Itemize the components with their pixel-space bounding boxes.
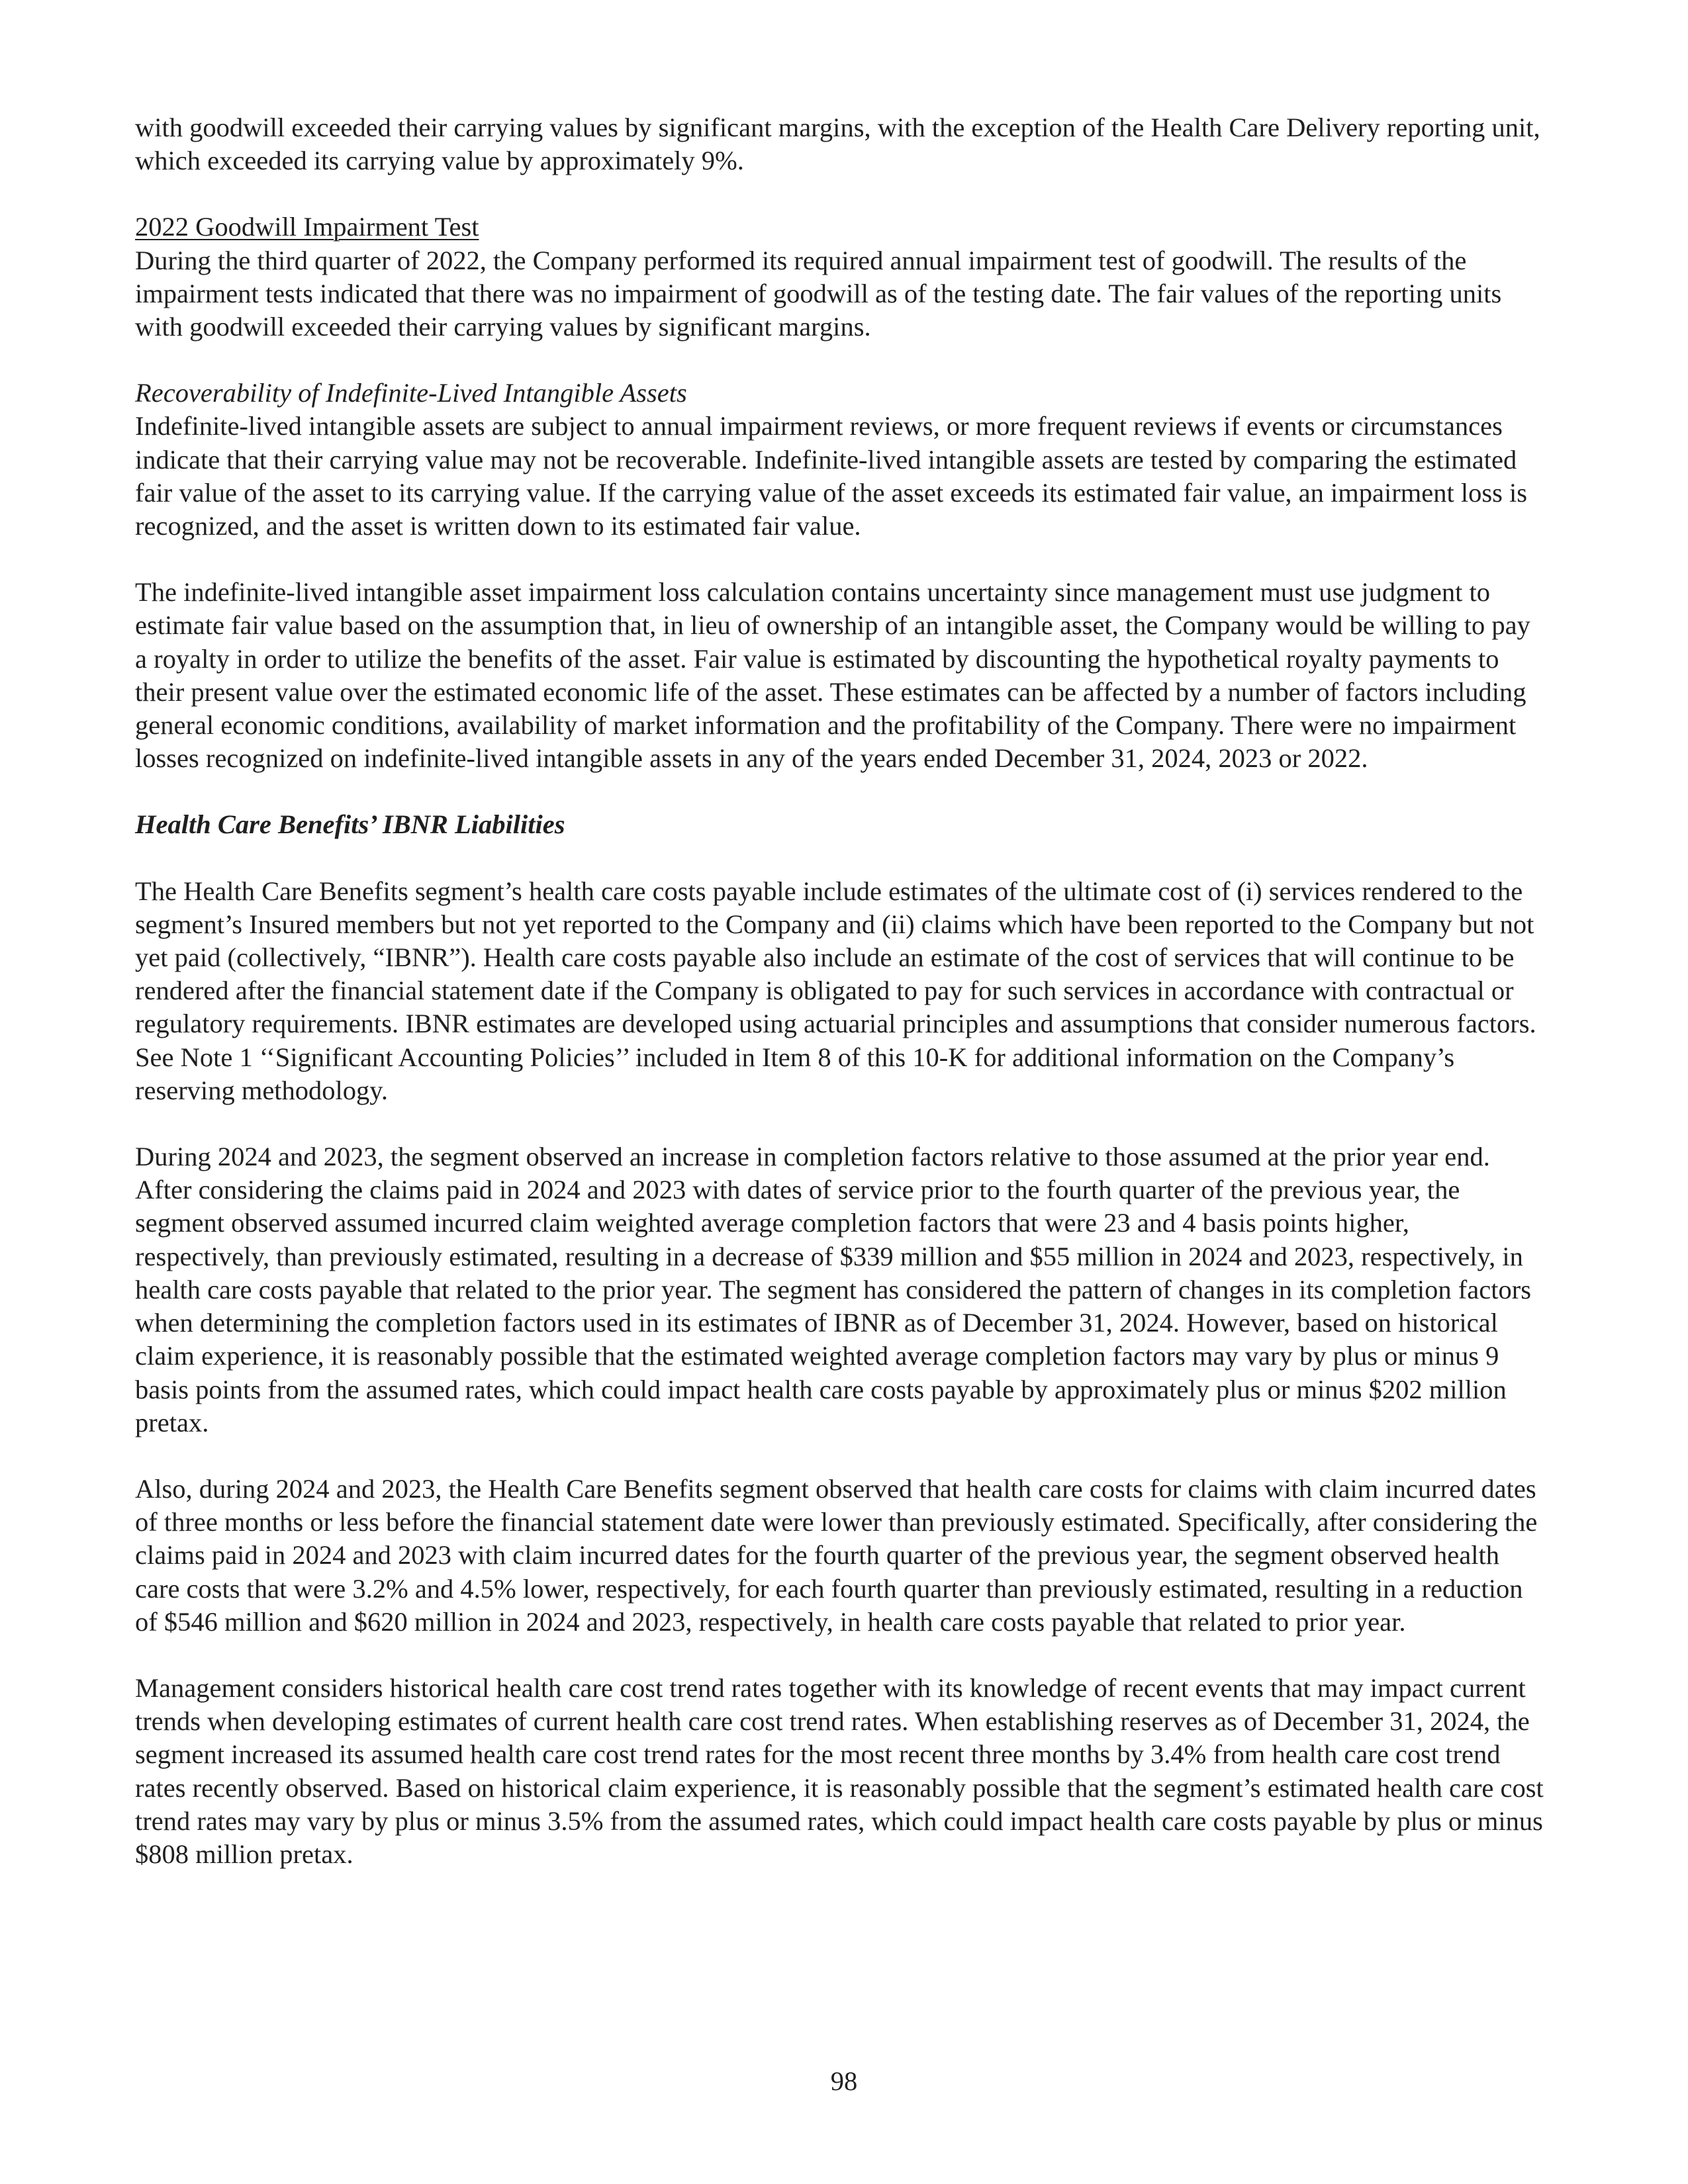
goodwill-2022-section bbox=[135, 210, 1545, 343]
recoverability-paragraph-1: Indefinite-lived intangible assets are subject to annual impairment reviews, or more frequent reviews if events or circumstances indicate that their carrying value may not be recoverable. Indefinite-lived intangible assets are tested by comparing the estimated fair value of the asset to its carrying value. If the carrying value of the asset exceeds its estimated fair value, an impairment loss is recognized, and the asset is written down to its estimated fair value. bbox=[135, 411, 1528, 541]
goodwill-2022-heading: 2022 Goodwill Impairment Test bbox=[135, 212, 479, 242]
ibnr-heading: Health Care Benefits’ IBNR Liabilities bbox=[135, 809, 565, 840]
ibnr-section bbox=[135, 808, 1545, 1871]
intro-paragraph: with goodwill exceeded their carrying values by significant margins, with the exception of the Health Care Delivery reporting unit, which exceeded its carrying value by approximately 9%. bbox=[135, 113, 1540, 176]
ibnr-paragraph-4: Management considers historical health care cost trend rates together with its knowledge of recent events that may impact current trends when developing estimates of current health care cost trend rates. When establishing reserves as of December 31, 2024, the segment increased its assumed health care cost trend rates for the most recent three months by 3.4% from health care cost trend rates recently observed. Based on historical claim experience, it is reasonably possible that the segment’s estimated health care cost trend rates may vary by plus or minus 3.5% from the assumed rates, which could impact health care costs payable by plus or minus $808 million pretax. bbox=[135, 1672, 1544, 1869]
ibnr-paragraph-1: The Health Care Benefits segment’s health care costs payable include estimates of the ultimate cost of (i) services rendered to the segment’s Insured members but not yet reported to the Company and (ii) claims which have been reported to the Company but not yet paid (collectively, “IBNR”). Health care costs payable also include an estimate of the cost of services that will continue to be rendered after the financial statement date if the Company is obligated to pay for such services in accordance with contractual or regulatory requirements. IBNR estimates are developed using actuarial principles and assumptions that consider numerous factors. See Note 1 ‘‘Significant Accounting Policies’’ included in Item 8 of this 10-K for additional information on the Company’s reserving methodology. bbox=[135, 876, 1536, 1105]
document-page bbox=[135, 111, 1545, 1904]
ibnr-paragraph-3: Also, during 2024 and 2023, the Health Care Benefits segment observed that health care costs for claims with claim incurred dates of three months or less before the financial statement date were lower than previously estimated. Specifically, after considering the claims paid in 2024 and 2023 with claim incurred dates for the fourth quarter of the previous year, the segment observed health care costs that were 3.2% and 4.5% lower, respectively, for each fourth quarter than previously estimated, resulting in a reduction of $546 million and $620 million in 2024 and 2023, respectively, in health care costs payable that related to prior year. bbox=[135, 1473, 1538, 1637]
goodwill-2022-paragraph: During the third quarter of 2022, the Company performed its required annual impairment test of goodwill. The results of the impairment tests indicated that there was no impairment of goodwill as of the testing date. The fair values of the reporting units with goodwill exceeded their carrying values by significant margins. bbox=[135, 245, 1502, 342]
recoverability-heading: Recoverability of Indefinite-Lived Intangible Assets bbox=[135, 378, 687, 408]
ibnr-paragraph-2: During 2024 and 2023, the segment observed an increase in completion factors relative to those assumed at the prior year end. After considering the claims paid in 2024 and 2023 with dates of service prior to the fourth quarter of the previous year, the segment observed assumed incurred claim weighted average completion factors that were 23 and 4 basis points higher, respectively, than previously estimated, resulting in a decrease of $339 million and $55 million in 2024 and 2023, respectively, in health care costs payable that related to the prior year. The segment has considered the pattern of changes in its completion factors when determining the completion factors used in its estimates of IBNR as of December 31, 2024. However, based on historical claim experience, it is reasonably possible that the estimated weighted average completion factors may vary by plus or minus 9 basis points from the assumed rates, which could impact health care costs payable by approximately plus or minus $202 million pretax. bbox=[135, 1142, 1531, 1437]
recoverability-paragraph-2: The indefinite-lived intangible asset impairment loss calculation contains uncertainty since management must use judgment to estimate fair value based on the assumption that, in lieu of ownership of an intangible asset, the Company would be willing to pay a royalty in order to utilize the benefits of the asset. Fair value is estimated by discounting the hypothetical royalty payments to their present value over the estimated economic life of the asset. These estimates can be affected by a number of factors including general economic conditions, availability of market information and the profitability of the Company. There were no impairment losses recognized on indefinite-lived intangible assets in any of the years ended December 31, 2024, 2023 or 2022. bbox=[135, 577, 1530, 774]
recoverability-section bbox=[135, 377, 1545, 775]
page-number: 98 bbox=[830, 2066, 858, 2096]
